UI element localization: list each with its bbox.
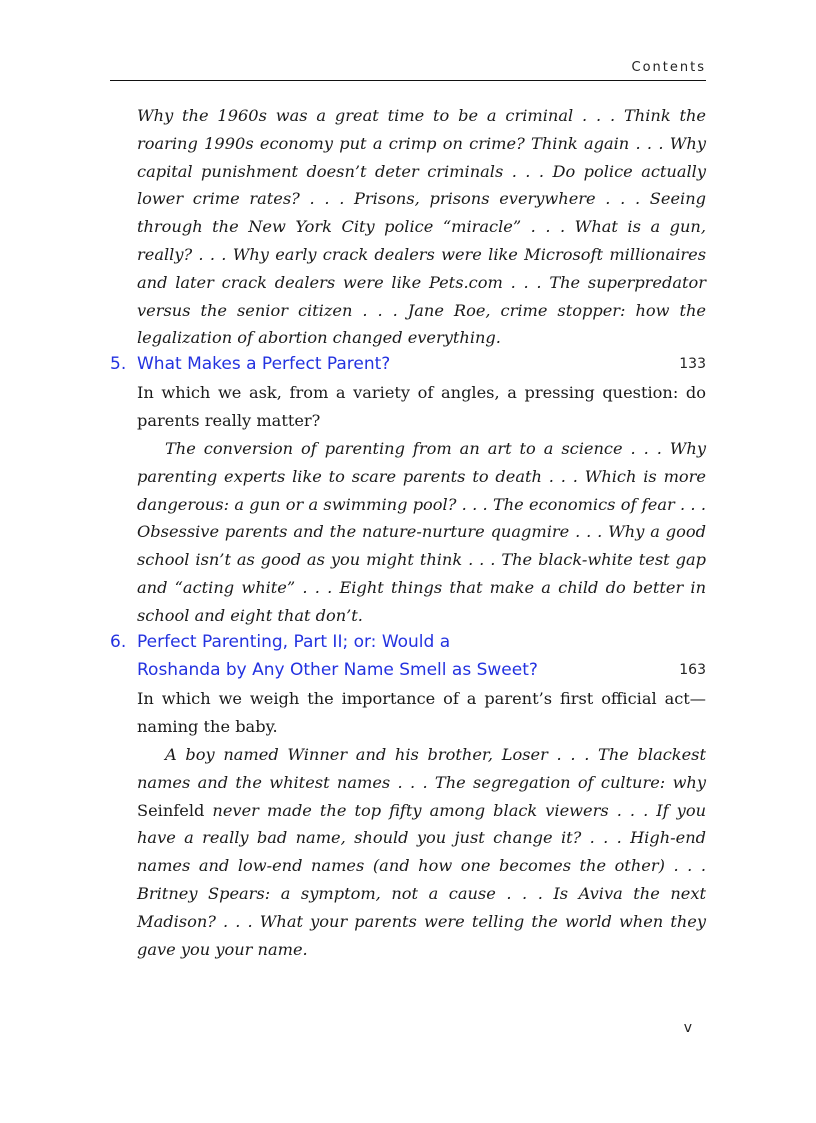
chapter5-number: 5. [110,354,127,374]
chapter5-summary: The conversion of parenting from an art to a science . . . Why parenting experts like to scare parents to death . . . Which is more dangerous: a gun or a swimming pool? . . . The economics of fear . . . Obsessive parents and the nature-nurture quagmire . . . Why a good school isn’t as good as you might think . . . The black-white test gap and “acting white” . . . Eight things that make a child do better in school and eight that don’t. [137,439,706,625]
header-rule [110,80,706,81]
chapter6-summary [137,741,706,963]
chapter6-heading[interactable] [110,629,706,685]
chapter5-intro: In which we ask, from a variety of angles, a pressing question: do parents really matter? [137,383,706,430]
page-number: v [683,1020,692,1036]
chapter6-title-line2: Roshanda by Any Other Name Smell as Sweet? [137,659,538,680]
chapter6-summary-title: Seinfeld [137,800,205,820]
running-head: Contents [631,60,706,75]
chapter5-title: What Makes a Perfect Parent? [137,354,391,374]
chapter5-heading[interactable] [110,351,706,379]
chapter6-title-line1: Perfect Parenting, Part II; or: Would a [137,632,451,652]
chapter4-summary: Why the 1960s was a great time to be a criminal . . . Think the roaring 1990s economy put a crimp on crime? Think again . . . Why capital punishment doesn’t deter criminals . . . Do police actually lower crime rates? . . . Prisons, prisons everywhere . . . Seeing through the New York City police “miracle” . . . What is a gun, really? . . . Why early crack dealers were like Microsoft millionaires and later crack dealers were like Pets.com . . . The superpredator versus the senior citizen . . . Jane Roe, crime stopper: how the legalization of abortion changed everything. [137,106,706,348]
chapter6-summary-part2: never made the top fifty among black viewers . . . If you have a really bad name, should you just change it? . . . High-end names and low-end names (and how one becomes the other) . . . Britney Spears: a symptom, not a cause . . . Is Aviva the next Madison? . . . What your parents were telling the world when they gave you your name. [137,800,706,959]
chapter6-summary-part1: A boy named Winner and his brother, Loser . . . The blackest names and the whitest names . . . The segregation of culture: why [137,745,706,792]
chapter6-number: 6. [110,632,127,652]
chapter5-page: 133 [679,356,706,372]
chapter6-intro: In which we weigh the importance of a parent’s first official act—naming the baby. [137,689,706,736]
chapter6-page: 163 [679,661,706,678]
